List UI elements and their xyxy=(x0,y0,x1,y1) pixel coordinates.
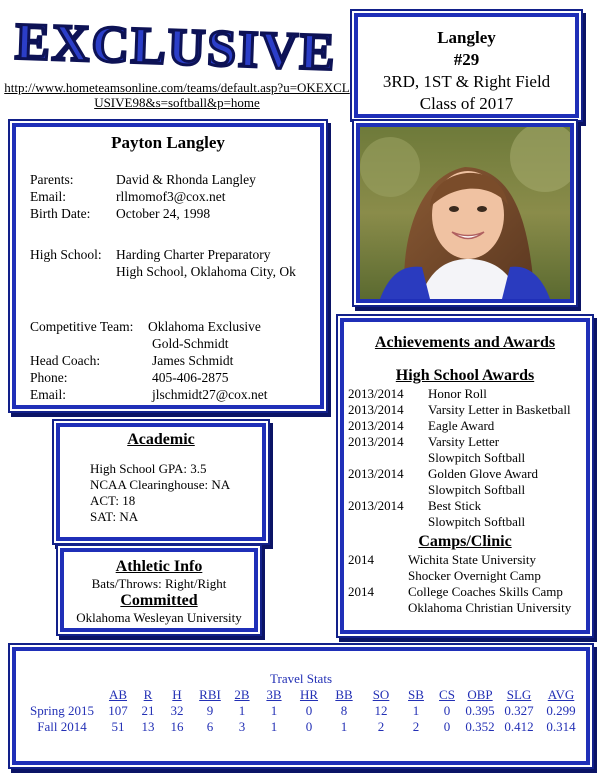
coach-row xyxy=(30,352,306,369)
player-last-name: Langley xyxy=(437,28,496,47)
coach-email-row xyxy=(30,386,306,403)
camp-row xyxy=(348,600,582,616)
birth-row xyxy=(30,205,306,222)
stats-value-cell: 1 xyxy=(412,703,420,718)
high-school-row xyxy=(30,246,306,263)
sat-text: SAT: NA xyxy=(90,509,139,524)
stats-value-cell: 0.395 xyxy=(465,703,495,718)
stats-value-cell: 1 xyxy=(270,719,278,734)
stats-season-cell: Spring 2015 xyxy=(30,703,94,718)
camp-row xyxy=(348,584,582,600)
stats-value-cell: 6 xyxy=(206,719,214,734)
bats-throws-text: Bats/Throws: Right/Right xyxy=(91,576,227,591)
camp-year: 2014 xyxy=(348,552,374,567)
stats-value-cell: 3 xyxy=(238,719,246,734)
player-photo-image xyxy=(360,127,570,299)
award-row xyxy=(348,434,582,450)
phone-label: Phone: xyxy=(30,370,68,385)
award-row xyxy=(348,450,582,466)
award-year: 2013/2014 xyxy=(348,386,404,401)
stats-header-cell: 2B xyxy=(234,687,250,702)
high-school-value: Harding Charter Preparatory xyxy=(116,247,271,262)
award-row xyxy=(348,498,582,514)
travel-stats-table xyxy=(22,687,582,735)
camp-year xyxy=(348,568,408,584)
stats-value-cell: 9 xyxy=(206,703,214,718)
award-year: 2013/2014 xyxy=(348,466,404,481)
email-row xyxy=(30,188,306,205)
stats-value-cell: 1 xyxy=(238,703,246,718)
award-row xyxy=(348,482,582,498)
birth-label: Birth Date: xyxy=(30,206,91,221)
committed-title: Committed xyxy=(120,592,198,609)
camp-name: Shocker Overnight Camp xyxy=(408,568,541,583)
stats-header-cell: BB xyxy=(335,687,353,702)
award-name: Golden Glove Award xyxy=(428,466,539,481)
stats-header-cell: CS xyxy=(439,687,455,702)
team-row xyxy=(30,318,306,335)
award-year: 2013/2014 xyxy=(348,498,404,513)
stats-value-cell: 16 xyxy=(170,719,184,734)
achievements-box xyxy=(340,318,590,634)
stats-row xyxy=(22,703,582,719)
athletic-title: Athletic Info xyxy=(115,558,203,575)
player-photo xyxy=(356,123,574,303)
exclusive-logo xyxy=(6,6,346,82)
high-school-label: High School: xyxy=(30,247,102,262)
stats-header-row xyxy=(22,687,582,703)
award-name: Honor Roll xyxy=(428,386,487,401)
phone-value: 405-406-2875 xyxy=(152,370,229,385)
academic-box xyxy=(56,423,266,541)
stats-value-cell: 2 xyxy=(377,719,385,734)
camp-name: Oklahoma Christian University xyxy=(408,600,572,615)
stats-value-cell: 0.352 xyxy=(465,719,495,734)
camp-row xyxy=(348,568,582,584)
stats-value-cell: 2 xyxy=(412,719,420,734)
stats-row xyxy=(22,719,582,735)
award-row xyxy=(348,402,582,418)
stats-header-cell: AB xyxy=(108,687,128,702)
camp-year xyxy=(348,600,408,616)
player-name-box xyxy=(354,13,579,118)
ncaa-text: NCAA Clearinghouse: NA xyxy=(90,477,231,492)
award-row xyxy=(348,466,582,482)
stats-header-cell xyxy=(22,687,102,703)
committed-school: Oklahoma Wesleyan University xyxy=(76,610,242,625)
camp-name: College Coaches Skills Camp xyxy=(408,584,563,599)
email-value[interactable]: rllmomof3@cox.net xyxy=(116,189,226,204)
coach-value: James Schmidt xyxy=(152,353,234,368)
travel-stats-caption: Travel Stats xyxy=(270,671,332,686)
award-year: 2013/2014 xyxy=(348,418,404,433)
player-positions: 3RD, 1ST & Right Field xyxy=(382,72,551,91)
stats-header-cell: 3B xyxy=(266,687,282,702)
stats-header-cell: SB xyxy=(408,687,424,702)
logo-text: EXCLUSIVE xyxy=(14,13,338,82)
coach-label: Head Coach: xyxy=(30,353,101,368)
profile-name: Payton Langley xyxy=(111,133,225,152)
stats-header-cell: H xyxy=(172,687,182,702)
award-year: 2013/2014 xyxy=(348,434,404,449)
award-year xyxy=(348,514,428,530)
stats-value-cell: 0 xyxy=(443,703,451,718)
stats-header-cell: AVG xyxy=(547,687,575,702)
academic-title: Academic xyxy=(127,431,195,448)
coach-email-value[interactable]: jlschmidt27@cox.net xyxy=(152,387,268,402)
award-name: Varsity Letter in Basketball xyxy=(428,402,571,417)
camp-row xyxy=(348,552,582,568)
stats-value-cell: 0 xyxy=(443,719,451,734)
high-school-value-2: High School, Oklahoma City, Ok xyxy=(116,264,296,279)
award-row xyxy=(348,386,582,402)
stats-value-cell: 32 xyxy=(170,703,184,718)
award-year xyxy=(348,450,428,466)
stats-value-cell: 8 xyxy=(340,703,348,718)
profile-box xyxy=(12,123,324,409)
award-name: Eagle Award xyxy=(428,418,495,433)
stats-value-cell: 0 xyxy=(305,703,313,718)
award-name: Slowpitch Softball xyxy=(428,514,526,529)
award-name: Best Stick xyxy=(428,498,482,513)
camp-name: Wichita State University xyxy=(408,552,537,567)
stats-value-cell: 0.327 xyxy=(504,703,534,718)
parents-value: David & Rhonda Langley xyxy=(116,172,256,187)
parents-row xyxy=(30,171,306,188)
stats-header-cell: SLG xyxy=(506,687,532,702)
player-class: Class of 2017 xyxy=(419,94,514,113)
stats-value-cell: 107 xyxy=(108,703,128,718)
award-name: Slowpitch Softball xyxy=(428,450,526,465)
award-row xyxy=(348,418,582,434)
stats-value-cell: 0 xyxy=(305,719,313,734)
stats-value-cell: 1 xyxy=(340,719,348,734)
team-value: Oklahoma Exclusive xyxy=(148,319,261,334)
stats-header-cell: R xyxy=(143,687,153,702)
stats-value-cell: 0.299 xyxy=(546,703,576,718)
stats-value-cell: 0.412 xyxy=(504,719,534,734)
phone-row xyxy=(30,369,306,386)
award-row xyxy=(348,514,582,530)
award-year: 2013/2014 xyxy=(348,402,404,417)
achievements-title: Achievements and Awards xyxy=(374,334,556,351)
stats-header-cell: SO xyxy=(372,687,390,702)
stats-value-cell: 0.314 xyxy=(546,719,576,734)
award-name: Slowpitch Softball xyxy=(428,482,526,497)
coach-email-label: Email: xyxy=(30,387,66,402)
travel-stats-box xyxy=(12,647,590,765)
athletic-box xyxy=(60,548,258,632)
team-value-2: Gold-Schmidt xyxy=(152,336,229,351)
award-list xyxy=(348,386,582,530)
stats-header-cell: HR xyxy=(299,687,319,702)
camp-list xyxy=(348,552,582,616)
stats-header-cell: RBI xyxy=(199,687,221,702)
stats-body xyxy=(22,703,582,735)
stats-value-cell: 21 xyxy=(141,703,155,718)
gpa-text: High School GPA: 3.5 xyxy=(90,461,207,476)
team-url-link[interactable]: http://www.hometeamsonline.com/teams/default.asp?u=OKEXCLUSIVE98&s=softball&p=home xyxy=(4,80,350,110)
stats-value-cell: 51 xyxy=(111,719,125,734)
high-school-awards-title: High School Awards xyxy=(395,367,535,384)
stats-header-cell: OBP xyxy=(467,687,493,702)
award-year xyxy=(348,482,428,498)
birth-value: October 24, 1998 xyxy=(116,206,211,221)
parents-label: Parents: xyxy=(30,172,74,187)
stats-value-cell: 12 xyxy=(374,703,388,718)
act-text: ACT: 18 xyxy=(90,493,136,508)
award-name: Varsity Letter xyxy=(428,434,500,449)
camps-title: Camps/Clinic xyxy=(418,533,512,550)
team-label: Competitive Team: xyxy=(30,319,134,334)
email-label: Email: xyxy=(30,189,66,204)
camp-year: 2014 xyxy=(348,584,374,599)
stats-season-cell: Fall 2014 xyxy=(37,719,87,734)
player-number: #29 xyxy=(453,50,480,69)
stats-value-cell: 1 xyxy=(270,703,278,718)
stats-value-cell: 13 xyxy=(141,719,155,734)
